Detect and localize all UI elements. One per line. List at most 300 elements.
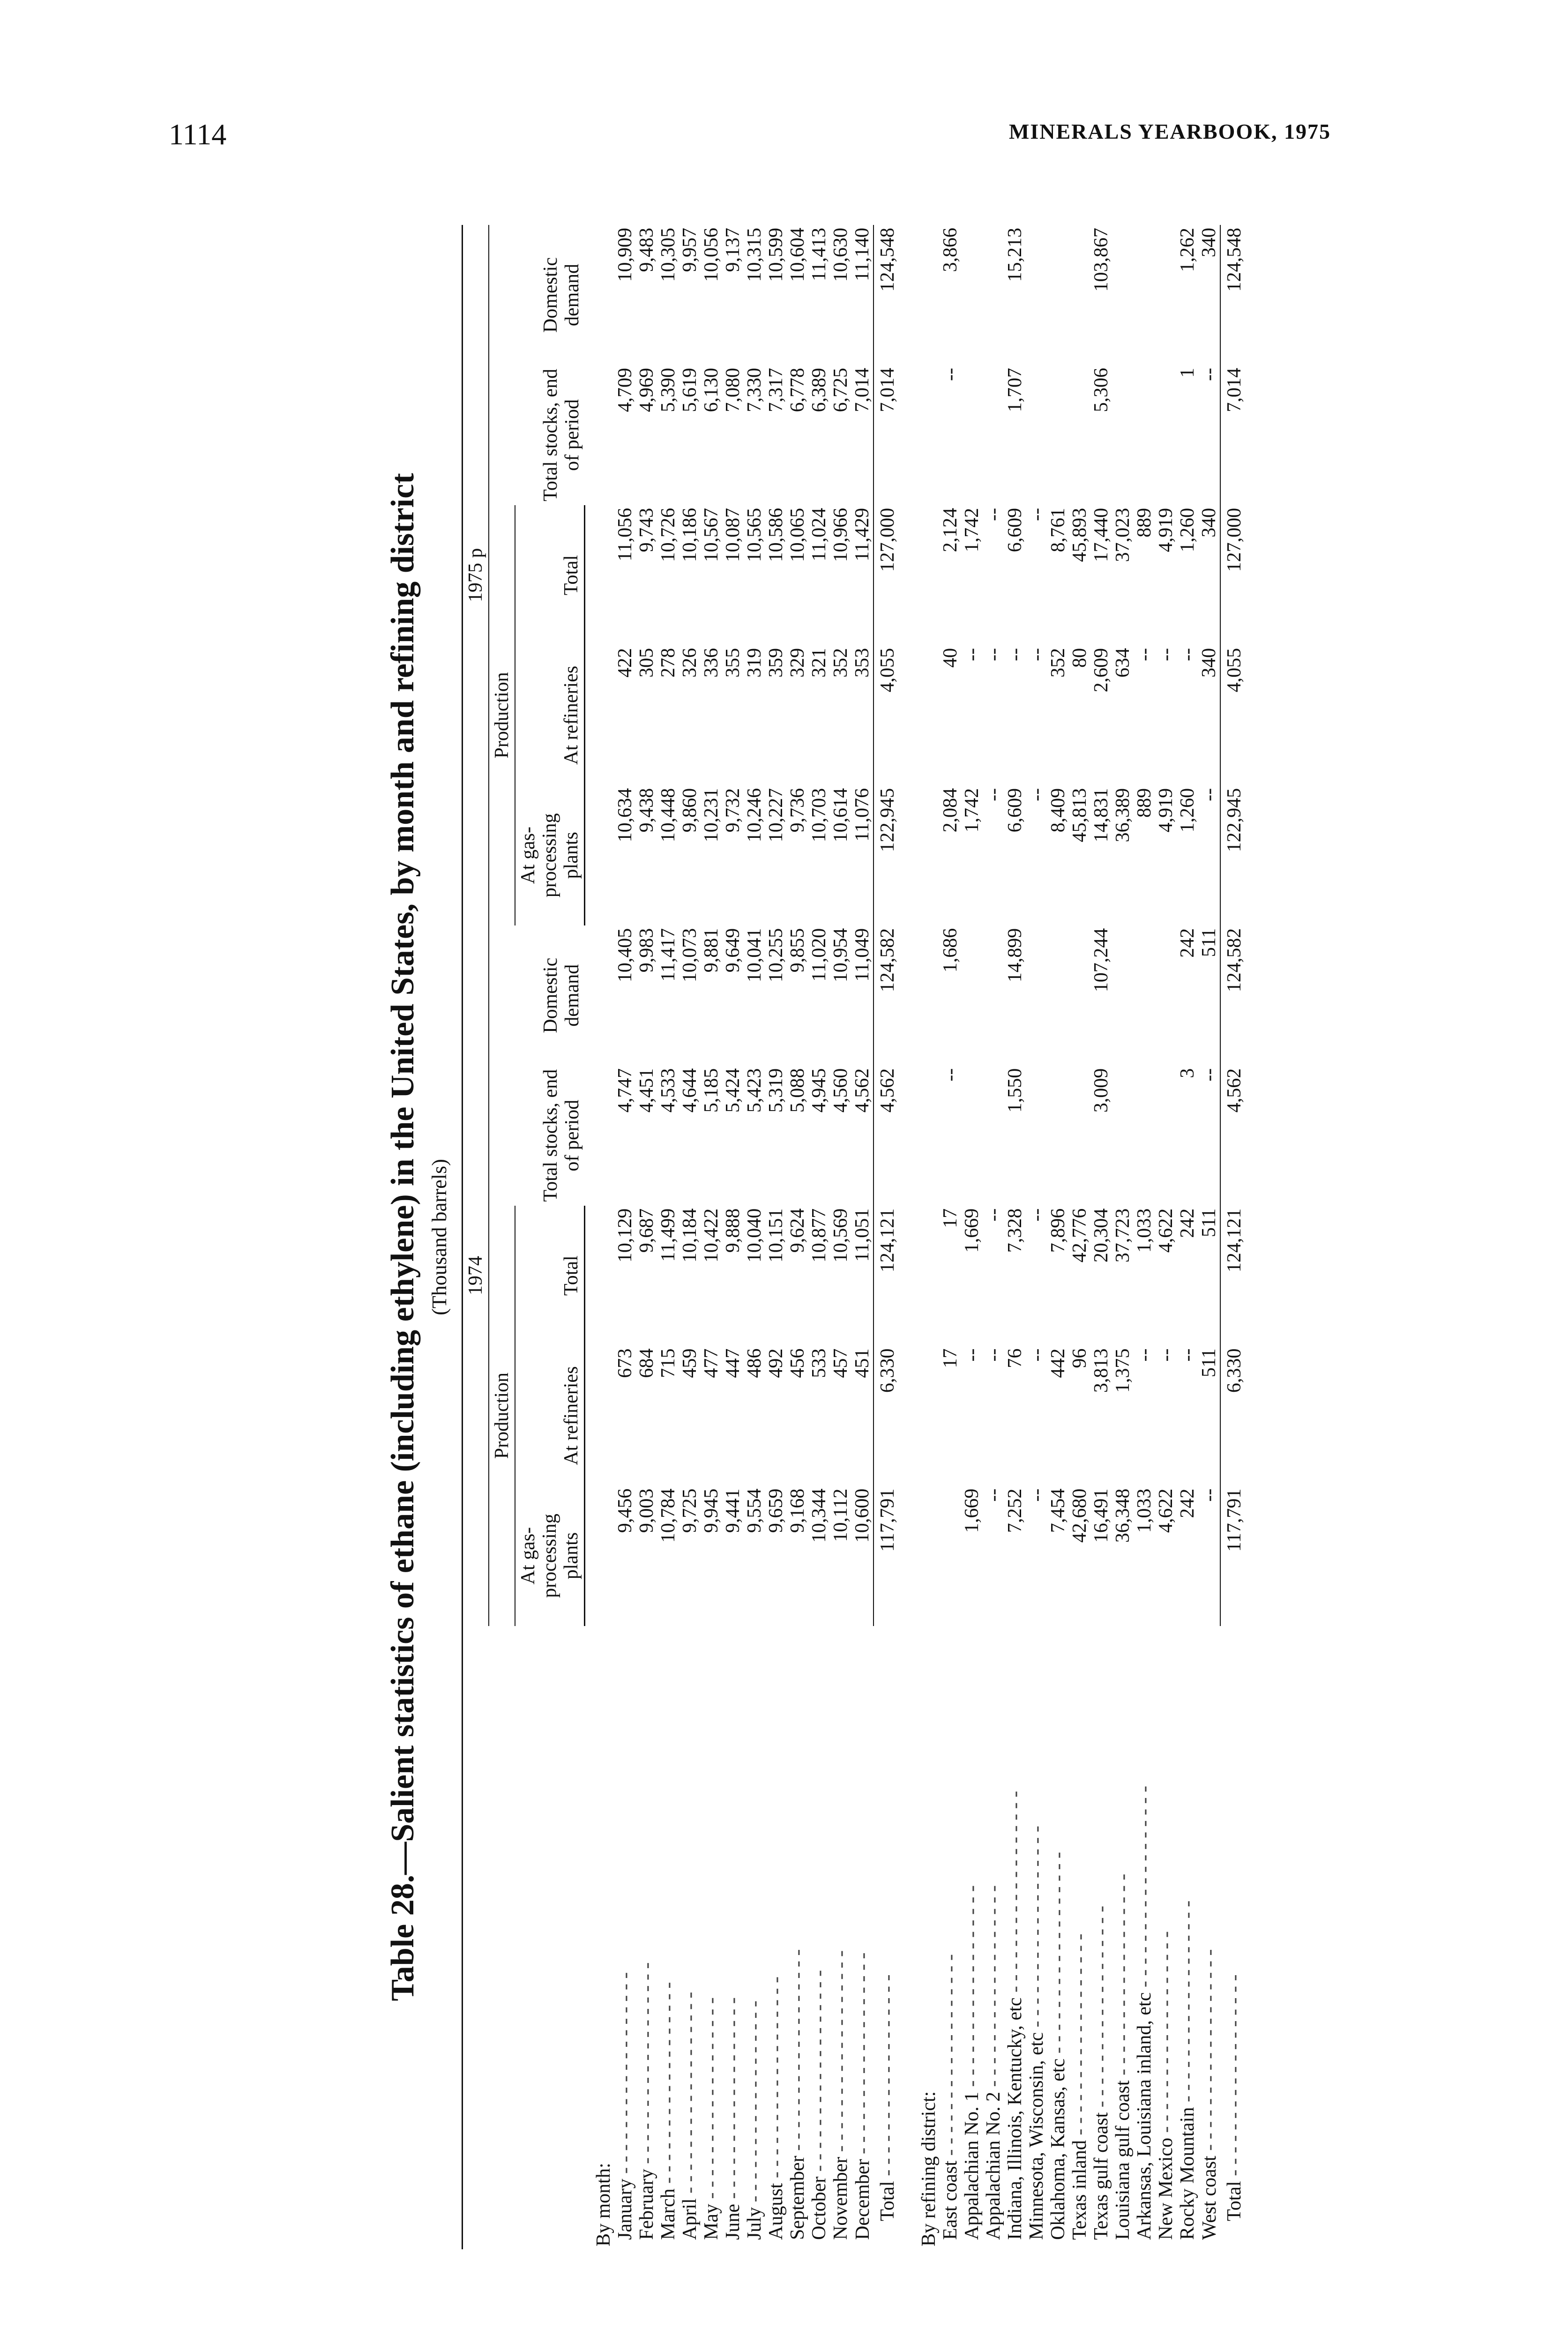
value-cell: 10,186 — [679, 507, 701, 562]
value-cell: 4,919 — [1155, 788, 1177, 833]
value-cell: 8,761 — [1047, 507, 1069, 552]
value-cell: 10,255 — [765, 928, 787, 983]
table-row — [961, 225, 983, 2249]
row-label: October — [808, 2176, 830, 2240]
value-cell: 329 — [787, 648, 808, 678]
gas-plants-1975-header: At gas-processing plants — [515, 785, 585, 925]
value-cell: 4,533 — [657, 1068, 679, 1113]
value-cell: 14,831 — [1090, 788, 1112, 843]
value-cell — [1069, 1066, 1090, 1206]
value-cell: -- — [1134, 1348, 1155, 1362]
value-cell: 124,548 — [1220, 225, 1245, 365]
value-cell: 447 — [722, 1348, 744, 1378]
row-label: Total — [876, 2181, 898, 2221]
value-cell: -- — [1198, 1488, 1220, 1502]
value-cell — [961, 365, 983, 505]
value-cell: 5,423 — [744, 1068, 765, 1113]
value-cell: 1,669 — [961, 1208, 983, 1253]
row-label: February — [636, 2169, 657, 2240]
value-cell: 10,909 — [614, 228, 636, 282]
row-label: New Mexico — [1155, 2137, 1177, 2240]
leader-dots: - - - - - - - - - - - - - - - - - - — [765, 1976, 787, 2183]
row-label-cell — [1026, 1626, 1047, 2249]
row-label-cell — [636, 1626, 657, 2249]
value-cell: -- — [983, 1348, 1004, 1362]
value-cell: -- — [983, 648, 1004, 661]
value-cell: 45,813 — [1069, 788, 1090, 843]
value-cell — [1155, 225, 1177, 365]
row-label: August — [765, 2183, 787, 2240]
value-cell: 4,644 — [679, 1068, 701, 1113]
value-cell: 124,548 — [874, 225, 898, 365]
table-row — [851, 225, 874, 2249]
value-cell: 4,709 — [614, 367, 636, 412]
value-cell: -- — [983, 788, 1004, 801]
value-cell: 4,560 — [830, 1068, 851, 1113]
leader-dots: - - - - - - - - - - - - - - - - - - — [787, 1949, 808, 2156]
value-cell: 2,609 — [1090, 648, 1112, 693]
value-cell — [1155, 1066, 1177, 1206]
value-cell: 10,569 — [830, 1208, 851, 1263]
value-cell: 11,429 — [851, 507, 873, 561]
production-1975-header: Production — [489, 505, 515, 925]
leader-dots: - - - - - - - - - - - - - - - - - - — [1223, 1974, 1245, 2181]
value-cell: 336 — [701, 648, 722, 678]
row-label-cell — [701, 1626, 722, 2249]
leader-dots: - - - - - - - - - - - - - - - - - - — [1155, 1931, 1177, 2138]
value-cell: 9,168 — [787, 1488, 808, 1533]
value-cell: 9,483 — [636, 228, 657, 272]
value-cell — [983, 1066, 1004, 1206]
row-label: Appalachian No. 1 — [961, 2091, 983, 2240]
value-cell: 6,778 — [787, 367, 808, 412]
total-row — [1220, 225, 1245, 2249]
value-cell: 7,328 — [1004, 1208, 1026, 1253]
value-cell: 10,112 — [830, 1488, 851, 1542]
value-cell: 1,033 — [1134, 1208, 1155, 1253]
value-cell: 8,409 — [1047, 788, 1069, 833]
value-cell: 11,413 — [808, 228, 830, 281]
value-cell: -- — [1026, 507, 1047, 521]
value-cell: 11,051 — [851, 1208, 873, 1262]
leader-dots: - - - - - - - - - - - - - - - - - - — [1090, 1905, 1112, 2112]
value-cell: 9,624 — [787, 1208, 808, 1253]
value-cell: 4,055 — [1220, 645, 1245, 785]
table-row — [744, 225, 765, 2249]
table-row — [1026, 225, 1047, 2249]
row-label-cell — [787, 1626, 808, 2249]
value-cell: 3 — [1177, 1068, 1198, 1078]
ethane-statistics-table — [462, 225, 1245, 2249]
table-row — [1177, 225, 1198, 2249]
value-cell: 5,088 — [787, 1068, 808, 1113]
leader-dots: - - - - - - - - - - - - - - - - - - — [983, 1885, 1004, 2092]
table-row — [614, 225, 636, 2249]
table-row — [1047, 225, 1069, 2249]
value-cell: 9,860 — [679, 788, 701, 833]
value-cell: 40 — [940, 648, 961, 668]
value-cell: 715 — [657, 1348, 679, 1378]
value-cell: 1,033 — [1134, 1488, 1155, 1533]
value-cell: 7,014 — [1220, 365, 1245, 505]
value-cell: 242 — [1177, 1488, 1198, 1518]
value-cell: 10,604 — [787, 228, 808, 282]
row-label: Texas inland — [1069, 2140, 1090, 2240]
value-cell: 11,499 — [657, 1208, 679, 1262]
value-cell: 353 — [851, 648, 873, 678]
value-cell — [1069, 225, 1090, 365]
value-cell: 352 — [1047, 648, 1069, 678]
table-row — [657, 225, 679, 2249]
row-label: East coast — [940, 2160, 961, 2240]
leader-dots: - - - - - - - - - - - - - - - - - - — [830, 1950, 851, 2157]
row-label: July — [744, 2207, 765, 2240]
leader-dots: - - - - - - - - - - - - - - - - - - — [722, 1997, 744, 2204]
value-cell — [1112, 1066, 1134, 1206]
value-cell: 11,417 — [657, 928, 679, 982]
year-1975-header: 1975 p — [463, 225, 489, 925]
value-cell: 7,330 — [744, 367, 765, 412]
value-cell: 4,562 — [851, 1068, 873, 1113]
value-cell: 340 — [1198, 648, 1220, 678]
value-cell: -- — [983, 1208, 1004, 1222]
value-cell: 10,041 — [744, 928, 765, 983]
value-cell: 1,707 — [1004, 367, 1026, 412]
value-cell: -- — [1198, 367, 1220, 381]
value-cell — [961, 925, 983, 1066]
value-cell — [1047, 1066, 1069, 1206]
value-cell: 9,743 — [636, 507, 657, 552]
value-cell: 124,582 — [874, 925, 898, 1066]
value-cell: 117,791 — [874, 1486, 898, 1626]
value-cell — [1047, 925, 1069, 1066]
stocks-1974-header: Total stocks, end of period — [539, 1069, 583, 1202]
value-cell — [1112, 365, 1134, 505]
value-cell — [1134, 365, 1155, 505]
value-cell: 10,703 — [808, 788, 830, 843]
value-cell: 7,317 — [765, 367, 787, 412]
value-cell: 10,954 — [830, 928, 851, 983]
value-cell — [1026, 1066, 1047, 1206]
value-cell: 1,375 — [1112, 1348, 1134, 1393]
value-cell: 4,747 — [614, 1068, 636, 1113]
value-cell: 442 — [1047, 1348, 1069, 1378]
value-cell — [1134, 225, 1155, 365]
value-cell: 124,121 — [874, 1206, 898, 1346]
value-cell: 319 — [744, 648, 765, 678]
value-cell: 10,586 — [765, 507, 787, 562]
value-cell: 15,213 — [1004, 228, 1026, 282]
value-cell — [983, 925, 1004, 1066]
value-cell: 10,634 — [614, 788, 636, 843]
table-row — [701, 225, 722, 2249]
value-cell: 5,390 — [657, 367, 679, 412]
value-cell: -- — [983, 1488, 1004, 1502]
row-label: Louisiana gulf coast — [1112, 2080, 1134, 2240]
page-number: 1114 — [169, 118, 227, 151]
value-cell: 6,725 — [830, 367, 851, 412]
row-label: March — [657, 2188, 679, 2240]
value-cell: 17 — [940, 1348, 961, 1368]
value-cell: 9,736 — [787, 788, 808, 833]
row-label: June — [722, 2204, 744, 2240]
value-cell: 127,000 — [1220, 505, 1245, 645]
value-cell: 7,252 — [1004, 1488, 1026, 1533]
row-label: December — [851, 2159, 874, 2240]
leader-dots: - - - - - - - - - - - - - - - - - - — [614, 1972, 636, 2179]
row-label: Total — [1223, 2181, 1245, 2221]
value-cell: 10,246 — [744, 788, 765, 843]
value-cell: 533 — [808, 1348, 830, 1378]
value-cell: 4,622 — [1155, 1208, 1177, 1253]
value-cell: 673 — [614, 1348, 636, 1378]
value-cell: 10,567 — [701, 507, 722, 562]
value-cell: 10,422 — [701, 1208, 722, 1263]
value-cell: 5,306 — [1090, 367, 1112, 412]
value-cell — [940, 1486, 961, 1626]
value-cell: 889 — [1134, 788, 1155, 818]
leader-dots: - - - - - - - - - - - - - - - - - - — [1112, 1873, 1134, 2081]
row-label: Minnesota, Wisconsin, etc — [1026, 2032, 1047, 2240]
value-cell — [1112, 925, 1134, 1066]
value-cell — [961, 225, 983, 365]
value-cell: 3,813 — [1090, 1348, 1112, 1393]
value-cell: 124,582 — [1220, 925, 1245, 1066]
value-cell: 1,550 — [1004, 1068, 1026, 1113]
demand-1975-header: Domestic demand — [539, 257, 583, 333]
value-cell: 37,023 — [1112, 507, 1134, 562]
row-label: September — [787, 2156, 808, 2240]
value-cell: 122,945 — [1220, 785, 1245, 925]
row-label-cell — [874, 1626, 898, 2249]
value-cell: 103,867 — [1090, 228, 1112, 292]
value-cell: 340 — [1198, 228, 1220, 257]
value-cell: 9,855 — [787, 928, 808, 973]
value-cell: 10,448 — [657, 788, 679, 843]
value-cell: 9,554 — [744, 1488, 765, 1533]
value-cell: -- — [983, 507, 1004, 521]
value-cell — [983, 225, 1004, 365]
value-cell — [1134, 1066, 1155, 1206]
table-row — [679, 225, 701, 2249]
value-cell: 477 — [701, 1348, 722, 1378]
value-cell: 359 — [765, 648, 787, 678]
leader-dots: - - - - - - - - - - - - - - - - - - — [961, 1885, 983, 2092]
value-cell: 10,565 — [744, 507, 765, 562]
value-cell: 1 — [1177, 367, 1198, 378]
value-cell: 10,405 — [614, 928, 636, 983]
value-cell — [961, 1066, 983, 1206]
leader-dots: - - - - - - - - - - - - - - - - - - — [1069, 1933, 1090, 2141]
value-cell: 4,562 — [1220, 1066, 1245, 1206]
row-label-cell — [722, 1626, 744, 2249]
value-cell: 3,866 — [940, 228, 961, 272]
row-label-cell — [657, 1626, 679, 2249]
value-cell: 10,056 — [701, 228, 722, 282]
value-cell: -- — [961, 648, 983, 661]
leader-dots: - - - - - - - - - - - - - - - - - - — [1134, 1785, 1155, 1992]
value-cell: 11,024 — [808, 507, 830, 561]
value-cell: 17,440 — [1090, 507, 1112, 562]
value-cell: -- — [1198, 1068, 1220, 1082]
value-cell — [1026, 365, 1047, 505]
value-cell: 4,945 — [808, 1068, 830, 1113]
value-cell: 107,244 — [1090, 928, 1112, 992]
value-cell: 10,966 — [830, 507, 851, 562]
value-cell: 1,260 — [1177, 788, 1198, 833]
value-cell: 459 — [679, 1348, 701, 1378]
value-cell: 9,945 — [701, 1488, 722, 1533]
table-row — [636, 225, 657, 2249]
value-cell: 1,260 — [1177, 507, 1198, 552]
value-cell: 9,438 — [636, 788, 657, 833]
row-label: April — [679, 2198, 701, 2240]
table-row — [1069, 225, 1090, 2249]
value-cell: 634 — [1112, 648, 1134, 678]
table-row — [1155, 225, 1177, 2249]
row-label: Arkansas, Louisiana inland, etc — [1134, 1992, 1155, 2240]
section-heading-row — [911, 225, 940, 2249]
value-cell: 4,562 — [874, 1066, 898, 1206]
row-label-cell — [940, 1626, 961, 2249]
stocks-1975-header: Total stocks, end of period — [539, 369, 583, 501]
value-cell: 7,080 — [722, 367, 744, 412]
value-cell: 10,087 — [722, 507, 744, 562]
stub-header — [463, 1626, 585, 2249]
value-cell: 2,124 — [940, 507, 961, 552]
row-label-cell — [851, 1626, 874, 2249]
value-cell: -- — [940, 1068, 961, 1082]
value-cell: 10,129 — [614, 1208, 636, 1263]
value-cell: 10,073 — [679, 928, 701, 983]
total-1974-header: Total — [515, 1206, 585, 1346]
table-row — [1198, 225, 1220, 2249]
value-cell: 486 — [744, 1348, 765, 1378]
table-title: Table 28.—Salient statistics of ethane (including ethylene) in the United States, by month and refining district — [385, 473, 421, 2001]
value-cell: 10,231 — [701, 788, 722, 843]
value-cell: 9,659 — [765, 1488, 787, 1533]
value-cell: 10,877 — [808, 1208, 830, 1263]
value-cell: 9,957 — [679, 228, 701, 272]
row-label-cell — [1069, 1626, 1090, 2249]
value-cell: 511 — [1198, 1348, 1220, 1378]
row-label: West coast — [1198, 2156, 1220, 2240]
value-cell: 117,791 — [1220, 1486, 1245, 1626]
value-cell: -- — [1155, 648, 1177, 661]
value-cell: 10,726 — [657, 507, 679, 562]
value-cell: 457 — [830, 1348, 851, 1378]
value-cell: 10,305 — [657, 228, 679, 282]
value-cell: -- — [1004, 648, 1026, 661]
leader-dots: - - - - - - - - - - - - - - - - - - — [744, 2000, 765, 2207]
running-head: MINERALS YEARBOOK, 1975 — [1008, 119, 1331, 143]
row-label-cell — [1134, 1626, 1155, 2249]
value-cell: 11,049 — [851, 928, 873, 982]
value-cell: -- — [1026, 788, 1047, 801]
value-cell: 14,899 — [1004, 928, 1026, 983]
table-row — [1112, 225, 1134, 2249]
value-cell: 11,020 — [808, 928, 830, 982]
value-cell: -- — [1177, 1348, 1198, 1362]
value-cell: 9,983 — [636, 928, 657, 973]
value-cell: 6,609 — [1004, 788, 1026, 833]
value-cell: 10,184 — [679, 1208, 701, 1263]
demand-1974-header: Domestic demand — [539, 957, 583, 1033]
value-cell: 492 — [765, 1348, 787, 1378]
value-cell: 3,009 — [1090, 1068, 1112, 1113]
value-cell: 36,348 — [1112, 1488, 1134, 1543]
row-label-cell — [1198, 1626, 1220, 2249]
leader-dots: - - - - - - - - - - - - - - - - - - — [1177, 1900, 1198, 2107]
value-cell: 10,151 — [765, 1208, 787, 1263]
total-row — [874, 225, 898, 2249]
value-cell: 326 — [679, 648, 701, 678]
value-cell: 9,888 — [722, 1208, 744, 1253]
row-label-cell — [1047, 1626, 1069, 2249]
value-cell: 20,304 — [1090, 1208, 1112, 1263]
value-cell: 9,137 — [722, 228, 744, 272]
row-label-cell — [614, 1626, 636, 2249]
value-cell: 5,185 — [701, 1068, 722, 1113]
value-cell: 305 — [636, 648, 657, 678]
value-cell — [1155, 925, 1177, 1066]
spacer-row — [898, 225, 911, 2249]
value-cell: -- — [1026, 1488, 1047, 1502]
value-cell: 36,389 — [1112, 788, 1134, 843]
value-cell: 10,600 — [851, 1488, 873, 1543]
table-row — [830, 225, 851, 2249]
row-label-cell — [1090, 1626, 1112, 2249]
header-row-years — [463, 225, 489, 2249]
value-cell: 4,919 — [1155, 507, 1177, 552]
value-cell: 456 — [787, 1348, 808, 1378]
value-cell: 17 — [940, 1208, 961, 1228]
value-cell: 10,614 — [830, 788, 851, 843]
production-1974-header: Production — [489, 1206, 515, 1626]
value-cell: 451 — [851, 1348, 873, 1378]
value-cell: 4,969 — [636, 367, 657, 412]
table-row — [1004, 225, 1026, 2249]
value-cell: 1,742 — [961, 507, 983, 552]
leader-dots: - - - - - - - - - - - - - - - - - - — [657, 1982, 679, 2189]
value-cell — [1069, 925, 1090, 1066]
value-cell: 340 — [1198, 507, 1220, 537]
value-cell: 122,945 — [874, 785, 898, 925]
value-cell: 684 — [636, 1348, 657, 1378]
value-cell: 37,723 — [1112, 1208, 1134, 1263]
value-cell: 352 — [830, 648, 851, 678]
value-cell: 7,014 — [874, 365, 898, 505]
leader-dots: - - - - - - - - - - - - - - - - - - — [808, 1970, 830, 2177]
value-cell: 9,732 — [722, 788, 744, 833]
value-cell: 1,669 — [961, 1488, 983, 1533]
value-cell: 4,451 — [636, 1068, 657, 1113]
value-cell: 96 — [1069, 1348, 1090, 1368]
value-cell — [1112, 225, 1134, 365]
value-cell: 80 — [1069, 648, 1090, 668]
table-row — [1134, 225, 1155, 2249]
row-label-cell — [765, 1626, 787, 2249]
value-cell — [1026, 925, 1047, 1066]
section-heading: By refining district: — [918, 2091, 940, 2246]
value-cell: 7,454 — [1047, 1488, 1069, 1533]
leader-dots: - - - - - - - - - - - - - - - - - - — [851, 1952, 874, 2159]
row-label-cell — [1004, 1626, 1026, 2249]
value-cell — [1047, 365, 1069, 505]
value-cell: 10,344 — [808, 1488, 830, 1543]
refineries-1975-header: At refineries — [515, 645, 585, 785]
value-cell: 6,330 — [1220, 1346, 1245, 1486]
